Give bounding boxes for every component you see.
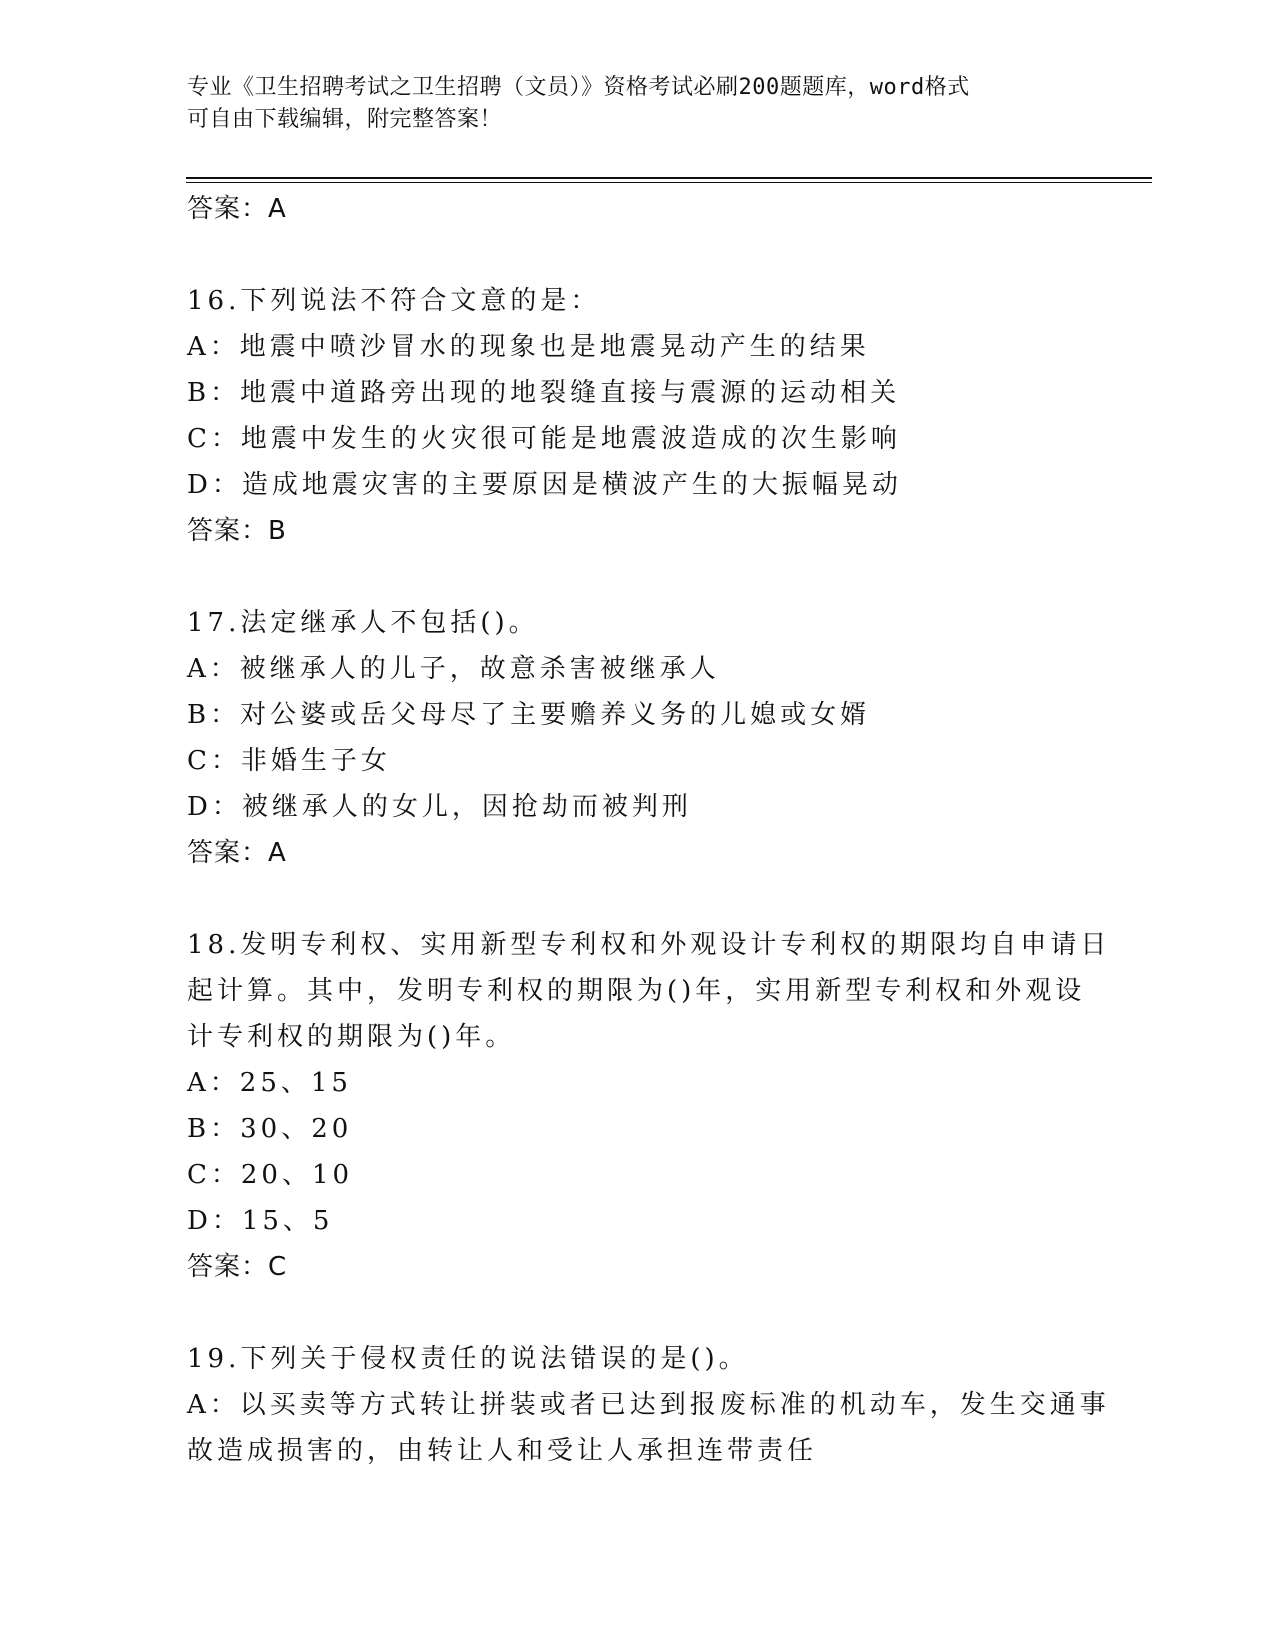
option-c: C：20、10 xyxy=(187,1160,354,1190)
question-stem xyxy=(187,278,1087,324)
answer-line: 答案：B xyxy=(187,516,287,546)
option-a: A：地震中喷沙冒水的现象也是地震晃动产生的结果 xyxy=(187,332,870,362)
stem-line: 17.法定继承人不包括()。 xyxy=(187,608,539,638)
question-16 xyxy=(187,278,1087,554)
document-body xyxy=(187,186,1111,1474)
header-divider-thick xyxy=(186,177,1152,179)
question-stem xyxy=(187,600,1087,646)
stem-line: 18.发明专利权、实用新型专利权和外观设计专利权的期限均自申请日 xyxy=(187,930,1111,960)
question-stem xyxy=(187,922,1111,1060)
option-b: B：地震中道路旁出现的地裂缝直接与震源的运动相关 xyxy=(187,378,901,408)
option-a-continued: 故造成损害的，由转让人和受让人承担连带责任 xyxy=(187,1436,818,1466)
stem-line: 16.下列说法不符合文意的是： xyxy=(187,286,601,316)
question-19 xyxy=(187,1336,1110,1474)
option-a: A：以买卖等方式转让拼装或者已达到报废标准的机动车，发生交通事 xyxy=(187,1390,1110,1420)
option-d: D：造成地震灾害的主要原因是横波产生的大振幅晃动 xyxy=(187,470,902,500)
document-header xyxy=(187,72,1067,136)
stem-line: 19.下列关于侵权责任的说法错误的是()。 xyxy=(187,1344,749,1374)
option-b: B：30、20 xyxy=(187,1114,353,1144)
spacer xyxy=(187,1290,1087,1336)
question-stem xyxy=(187,1336,1087,1382)
stem-line: 起计算。其中，发明专利权的期限为()年，实用新型专利权和外观设 xyxy=(187,976,1086,1006)
option-a: A：被继承人的儿子，故意杀害被继承人 xyxy=(187,654,720,684)
question-18 xyxy=(187,922,1111,1290)
answer-line: 答案：A xyxy=(187,838,287,868)
header-divider-thin xyxy=(186,182,1152,183)
option-c: C：非婚生子女 xyxy=(187,746,391,776)
question-17 xyxy=(187,600,1087,876)
option-d: D：被继承人的女儿，因抢劫而被判刑 xyxy=(187,792,692,822)
spacer xyxy=(187,876,1087,922)
option-d: D：15、5 xyxy=(187,1206,334,1236)
spacer xyxy=(187,232,1087,278)
stem-line: 计专利权的期限为()年。 xyxy=(187,1022,516,1052)
answer-line: 答案：C xyxy=(187,1252,288,1282)
header-line-1: 专业《卫生招聘考试之卫生招聘（文员）》资格考试必刷200题题库，word格式 xyxy=(187,75,970,100)
spacer xyxy=(187,554,1087,600)
previous-answer: 答案：A xyxy=(187,194,287,224)
option-a: A：25、15 xyxy=(187,1068,352,1098)
option-c: C：地震中发生的火灾很可能是地震波造成的次生影响 xyxy=(187,424,901,454)
header-line-2: 可自由下载编辑，附完整答案！ xyxy=(187,107,503,132)
option-b: B：对公婆或岳父母尽了主要赡养义务的儿媳或女婿 xyxy=(187,700,871,730)
